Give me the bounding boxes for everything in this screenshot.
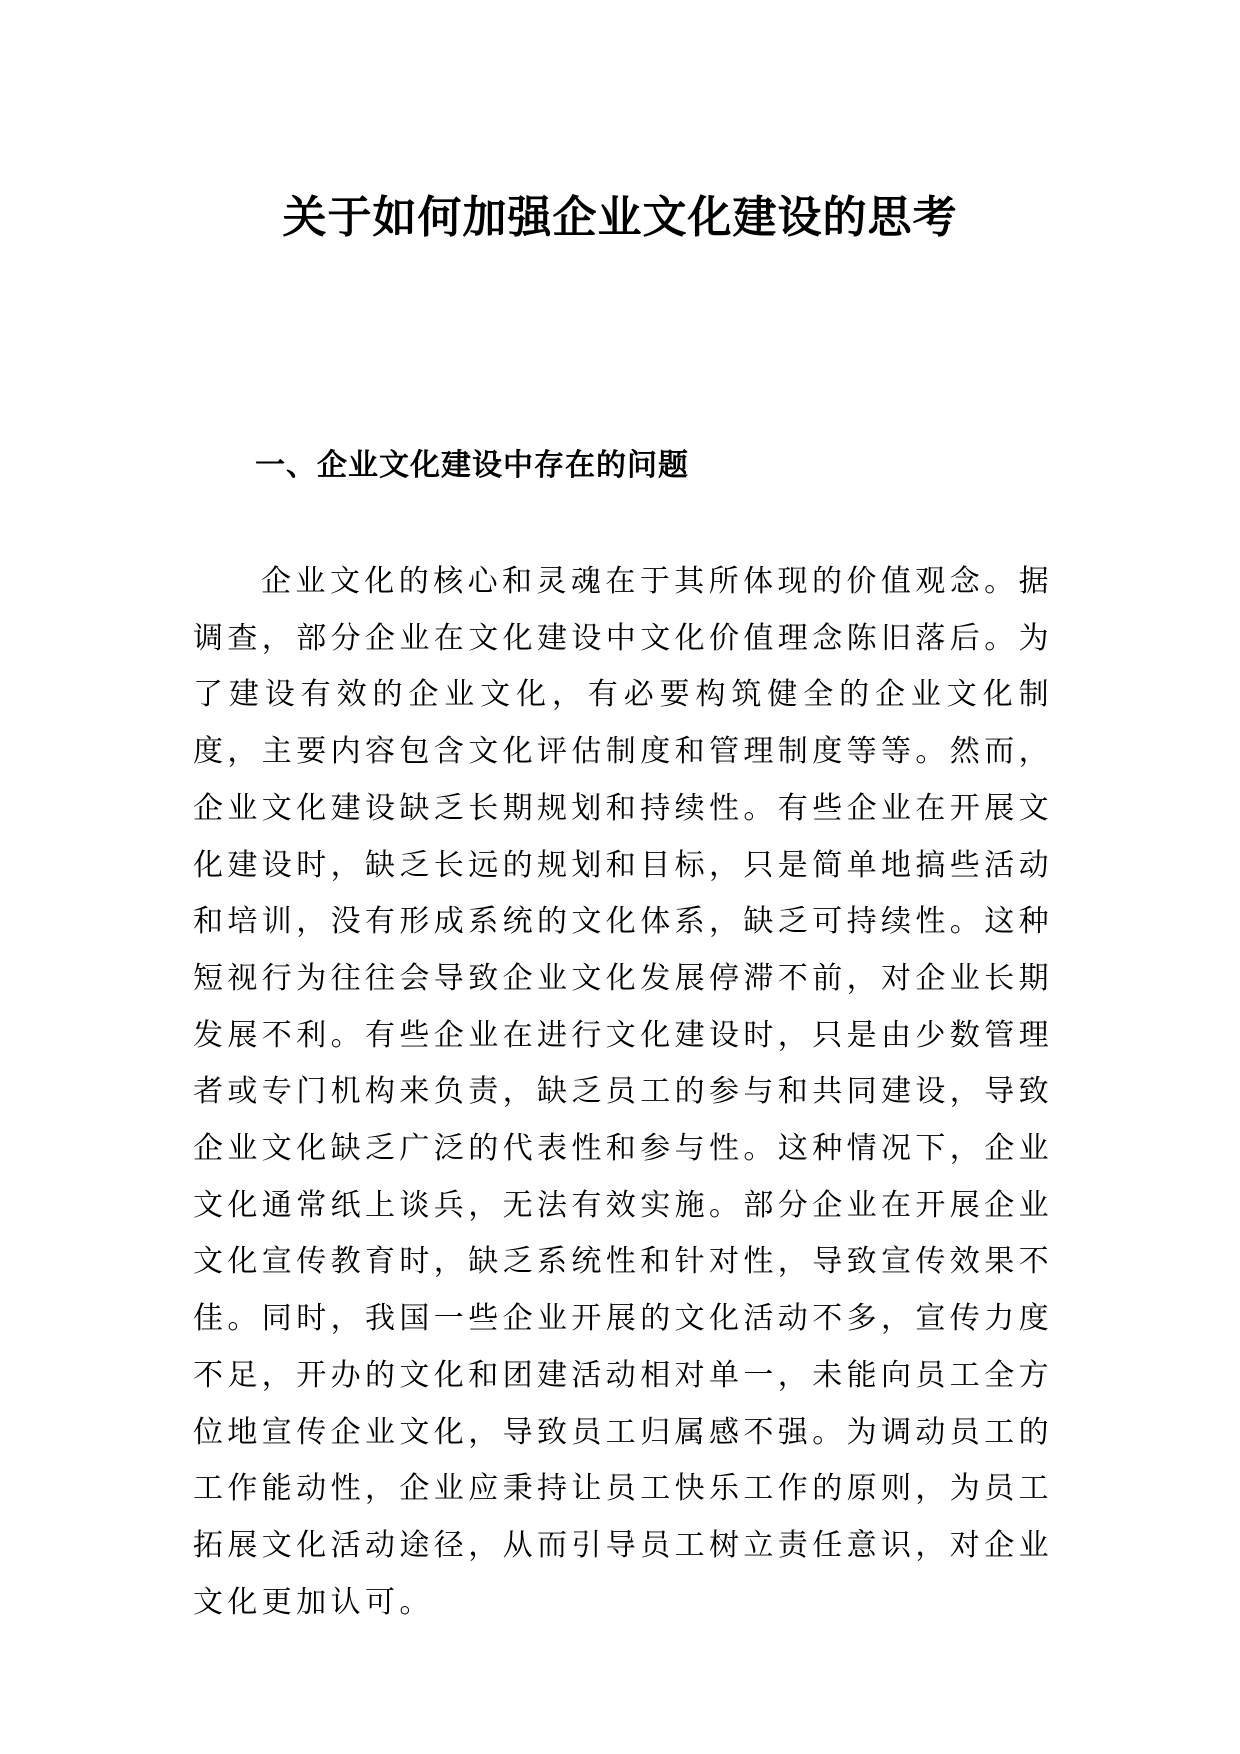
body-paragraph: 企业文化的核心和灵魂在于其所体现的价值观念。据调查，部分企业在文化建设中文化价值理念陈旧落后。为了建设有效的企业文化，有必要构筑健全的企业文化制度，主要内容包含文化评估制度和管理制度等等。然而，企业文化建设缺乏长期规划和持续性。有些企业在开展文化建设时，缺乏长远的规划和目标，只是简单地搞些活动和培训，没有形成系统的文化体系，缺乏可持续性。这种短视行为往往会导致企业文化发展停滞不前，对企业长期发展不利。有些企业在进行文化建设时，只是由少数管理者或专门机构来负责，缺乏员工的参与和共同建设，导致企业文化缺乏广泛的代表性和参与性。这种情况下，企业文化通常纸上谈兵，无法有效实施。部分企业在开展企业文化宣传教育时，缺乏系统性和针对性，导致宣传效果不佳。同时，我国一些企业开展的文化活动不多，宣传力度不足，开办的文化和团建活动相对单一，未能向员工全方位地宣传企业文化，导致员工归属感不强。为调动员工的工作能动性，企业应秉持让员工快乐工作的原则，为员工拓展文化活动途径，从而引导员工树立责任意识，对企业文化更加认可。 [193, 564, 1053, 1620]
section-heading: 一、企业文化建设中存在的问题 [255, 448, 689, 483]
document-title: 关于如何加强企业文化建设的思考 [282, 192, 958, 243]
